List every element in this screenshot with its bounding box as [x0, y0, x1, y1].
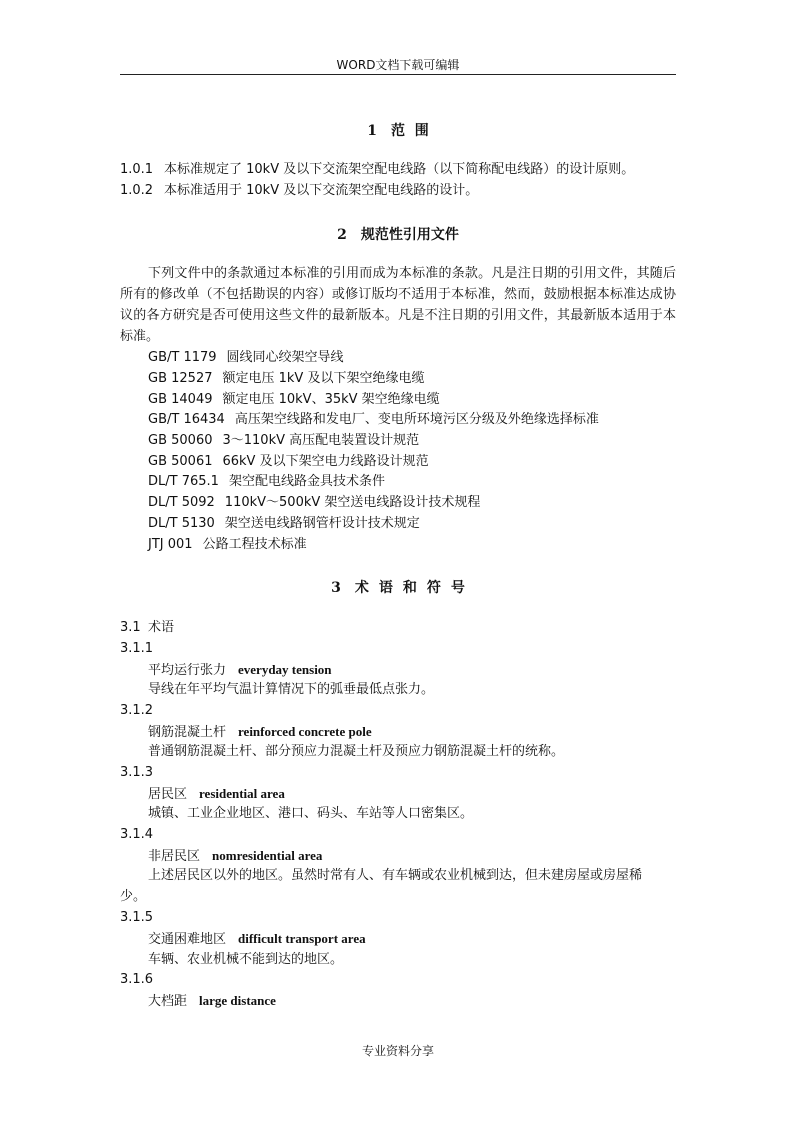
- reference-title: 额定电压 1kV 及以下架空绝缘电缆: [222, 371, 425, 386]
- section-1-title: [120, 120, 676, 140]
- subsection-title: 术语: [148, 620, 175, 635]
- reference-item: [148, 390, 440, 410]
- term-cn: 居民区: [148, 787, 188, 802]
- reference-title: 架空配电线路金具技术条件: [228, 474, 385, 489]
- reference-code: GB 50060: [148, 433, 213, 448]
- reference-title: 公路工程技术标准: [202, 537, 307, 552]
- reference-code: GB 14049: [148, 392, 213, 407]
- section-2-title: [120, 224, 676, 244]
- section-3-heading: 术语和符号: [354, 580, 475, 596]
- term-definition: 车辆、农业机械不能到达的地区。: [148, 952, 344, 967]
- term-definition: 城镇、工业企业地区、港口、码头、车站等人口密集区。: [148, 806, 474, 821]
- section-3-number: 3: [331, 580, 341, 596]
- reference-item: [148, 410, 599, 430]
- section-1-number: 1: [367, 123, 377, 139]
- reference-item: [148, 535, 307, 555]
- term-heading: [148, 722, 372, 743]
- section-1-heading: 范 围: [391, 123, 429, 139]
- term-heading: [148, 846, 322, 867]
- reference-item: [148, 452, 429, 472]
- term-number: 3.1.6: [120, 972, 154, 987]
- reference-code: DL/T 5130: [148, 516, 215, 531]
- clause-1-0-1: [120, 160, 634, 180]
- reference-item: [148, 369, 424, 389]
- reference-title: 高压架空线路和发电厂、变电所环境污区分级及外绝缘选择标准: [234, 412, 599, 427]
- term-number: 3.1.5: [120, 910, 154, 925]
- term-en: difficult transport area: [238, 931, 366, 946]
- term-en: residential area: [199, 786, 285, 801]
- term-heading: [148, 991, 276, 1012]
- reference-item: [148, 348, 344, 368]
- reference-title: 额定电压 10kV、35kV 架空绝缘电缆: [222, 392, 440, 407]
- term-heading: [148, 929, 366, 950]
- reference-item: [148, 514, 420, 534]
- clause-1-0-2: [120, 181, 478, 201]
- term-cn: 平均运行张力: [148, 663, 227, 678]
- term-en: reinforced concrete pole: [238, 724, 372, 739]
- reference-code: GB 50061: [148, 454, 213, 469]
- reference-item: [148, 493, 480, 513]
- clause-number: 1.0.2: [120, 183, 154, 198]
- reference-code: DL/T 5092: [148, 495, 215, 510]
- reference-code: JTJ 001: [148, 537, 193, 552]
- reference-title: 3～110kV 高压配电装置设计规范: [222, 433, 420, 448]
- term-heading: [148, 660, 332, 681]
- clause-text: 本标准适用于 10kV 及以下交流架空配电线路的设计。: [164, 183, 479, 198]
- reference-code: GB/T 16434: [148, 412, 225, 427]
- section-2-number: 2: [337, 227, 347, 243]
- term-number: 3.1.4: [120, 827, 154, 842]
- term-cn: 钢筋混凝土杆: [148, 725, 227, 740]
- term-cn: 大档距: [148, 994, 188, 1009]
- term-cn: 交通困难地区: [148, 932, 227, 947]
- term-definition: 导线在年平均气温计算情况下的弧垂最低点张力。: [148, 682, 435, 697]
- reference-code: GB 12527: [148, 371, 213, 386]
- term-number: 3.1.1: [120, 641, 154, 656]
- reference-item: [148, 431, 419, 451]
- term-definition: 普通钢筋混凝土杆、部分预应力混凝土杆及预应力钢筋混凝土杆的统称。: [148, 744, 565, 759]
- page-header: WORD文档下载可编辑: [336, 58, 460, 72]
- reference-code: GB/T 1179: [148, 350, 217, 365]
- page-footer: 专业资料分享: [361, 1044, 434, 1058]
- term-number: 3.1.2: [120, 703, 154, 718]
- term-definition-continued: 少。: [120, 889, 147, 904]
- term-number: 3.1.3: [120, 765, 154, 780]
- section-3-title: [120, 577, 676, 597]
- reference-title: 66kV 及以下架空电力线路设计规范: [222, 454, 429, 469]
- term-en: nomresidential area: [212, 848, 323, 863]
- term-en: everyday tension: [238, 662, 332, 677]
- term-cn: 非居民区: [148, 849, 201, 864]
- term-heading: [148, 784, 285, 805]
- clause-number: 1.0.1: [120, 162, 154, 177]
- term-definition: 上述居民区以外的地区。虽然时常有人、有车辆或农业机械到达，但未建房屋或房屋稀: [148, 868, 643, 883]
- reference-code: DL/T 765.1: [148, 474, 219, 489]
- normative-references-paragraph: 下列文件中的条款通过本标准的引用而成为本标准的条款。凡是注日期的引用文件，其随后所有的修改单（不包括勘误的内容）或修订版均不适用于本标准，然而，鼓励根据本标准达成协议的各方研究是否可使用这些文件的最新版本。凡是不注日期的引用文件，其最新版本适用于本标准。: [120, 266, 676, 344]
- subsection-number: 3.1: [120, 620, 141, 635]
- reference-title: 架空送电线路钢管杆设计技术规定: [224, 516, 420, 531]
- header-rule: [120, 74, 676, 75]
- reference-title: 圆线同心绞架空导线: [226, 350, 344, 365]
- section-2-heading: 规范性引用文件: [360, 227, 459, 243]
- reference-item: [148, 472, 385, 492]
- subsection-3-1: [120, 618, 174, 638]
- clause-text: 本标准规定了 10kV 及以下交流架空配电线路（以下简称配电线路）的设计原则。: [164, 162, 635, 177]
- reference-title: 110kV～500kV 架空送电线路设计技术规程: [224, 495, 481, 510]
- term-en: large distance: [199, 993, 276, 1008]
